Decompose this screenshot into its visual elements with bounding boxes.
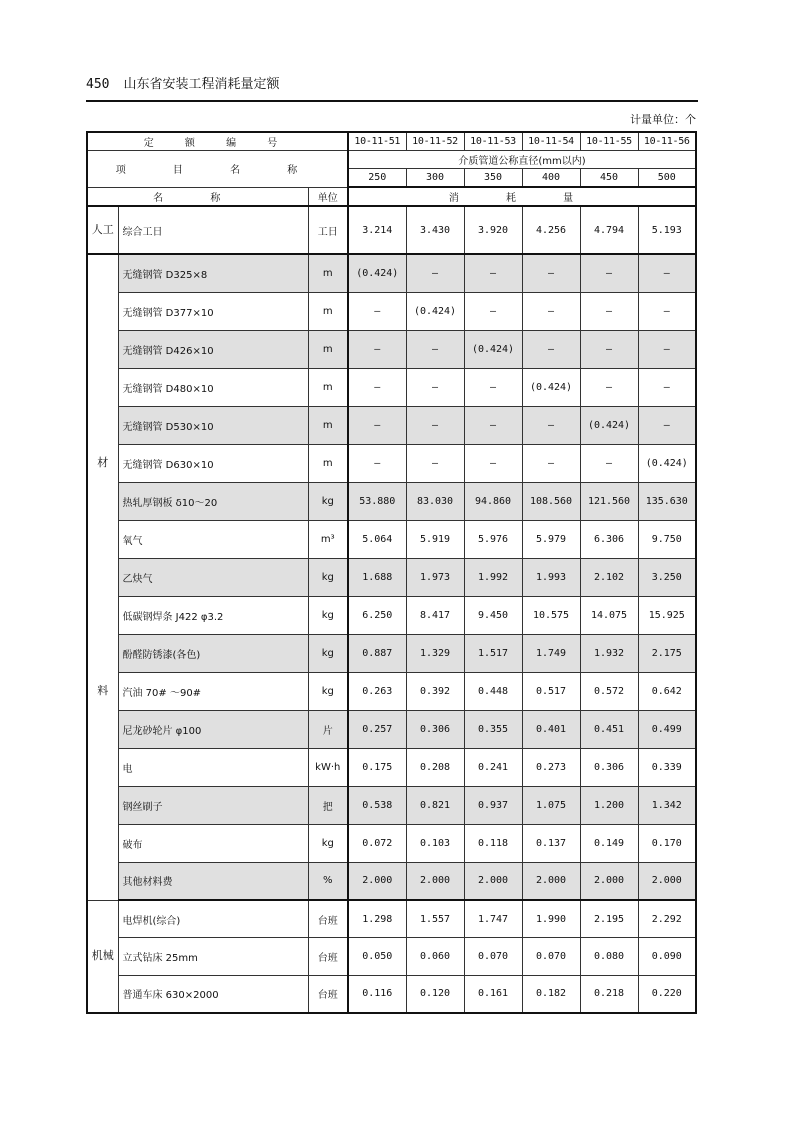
value-cell: 0.499 bbox=[638, 710, 696, 748]
section-label-part: 料 bbox=[97, 684, 109, 698]
value-cell: 1.517 bbox=[464, 634, 522, 672]
value-cell: 1.557 bbox=[406, 900, 464, 938]
item-name: 酚醛防锈漆(各色) bbox=[118, 634, 308, 672]
value-cell: 0.937 bbox=[464, 786, 522, 824]
value-cell: 5.976 bbox=[464, 520, 522, 558]
value-cell: 0.070 bbox=[464, 938, 522, 976]
item-unit: kg bbox=[308, 558, 348, 596]
value-cell: 1.993 bbox=[522, 558, 580, 596]
value-cell: 5.193 bbox=[638, 206, 696, 254]
value-cell: 0.118 bbox=[464, 824, 522, 862]
item-name: 无缝钢管 D377×10 bbox=[118, 292, 308, 330]
value-cell: 9.450 bbox=[464, 596, 522, 634]
table-row bbox=[87, 672, 696, 710]
value-cell: 0.161 bbox=[464, 975, 522, 1013]
item-unit: 工日 bbox=[308, 206, 348, 254]
table-row bbox=[87, 368, 696, 406]
value-cell: 0.392 bbox=[406, 672, 464, 710]
value-cell: 0.821 bbox=[406, 786, 464, 824]
value-cell: 0.149 bbox=[580, 824, 638, 862]
unit-note: 计量单位：个 bbox=[630, 113, 696, 126]
table-row bbox=[87, 634, 696, 672]
quota-number-label: 定 额 编 号 bbox=[87, 132, 348, 151]
value-cell: 1.329 bbox=[406, 634, 464, 672]
item-name: 电焊机(综合) bbox=[118, 900, 308, 938]
quota-code: 10-11-54 bbox=[522, 132, 580, 151]
value-cell: 4.794 bbox=[580, 206, 638, 254]
value-cell: 9.750 bbox=[638, 520, 696, 558]
value-cell: 5.979 bbox=[522, 520, 580, 558]
value-cell: 2.000 bbox=[638, 862, 696, 900]
value-cell: — bbox=[406, 444, 464, 482]
item-name-label: 项 目 名 称 bbox=[87, 151, 348, 188]
value-cell: 5.064 bbox=[348, 520, 406, 558]
book-title: 山东省安装工程消耗量定额 bbox=[123, 77, 280, 92]
value-cell: 3.250 bbox=[638, 558, 696, 596]
section-label-part: 材 bbox=[97, 456, 109, 470]
value-cell: 0.241 bbox=[464, 748, 522, 786]
item-name: 无缝钢管 D426×10 bbox=[118, 330, 308, 368]
value-cell: — bbox=[638, 406, 696, 444]
item-name: 其他材料费 bbox=[118, 862, 308, 900]
value-cell: 0.517 bbox=[522, 672, 580, 710]
value-cell: 0.090 bbox=[638, 938, 696, 976]
value-cell: 0.642 bbox=[638, 672, 696, 710]
value-cell: — bbox=[406, 330, 464, 368]
table-row bbox=[87, 748, 696, 786]
value-cell: 0.120 bbox=[406, 975, 464, 1013]
table-row bbox=[87, 292, 696, 330]
value-cell: 14.075 bbox=[580, 596, 638, 634]
item-name: 综合工日 bbox=[118, 206, 308, 254]
spec-header: 介质管道公称直径(mm以内) bbox=[348, 151, 696, 169]
item-name: 钢丝刷子 bbox=[118, 786, 308, 824]
value-cell: 135.630 bbox=[638, 482, 696, 520]
value-cell: 0.070 bbox=[522, 938, 580, 976]
item-unit: kg bbox=[308, 596, 348, 634]
value-cell: 121.560 bbox=[580, 482, 638, 520]
value-cell: 8.417 bbox=[406, 596, 464, 634]
table-row bbox=[87, 558, 696, 596]
diameter-cell: 450 bbox=[580, 169, 638, 188]
value-cell: — bbox=[348, 406, 406, 444]
table-row bbox=[87, 900, 696, 938]
item-name: 低碳钢焊条 J422 φ3.2 bbox=[118, 596, 308, 634]
item-unit: 台班 bbox=[308, 975, 348, 1013]
value-cell: 3.430 bbox=[406, 206, 464, 254]
value-cell: 0.116 bbox=[348, 975, 406, 1013]
spec-header-row bbox=[87, 151, 696, 169]
header-rule bbox=[86, 100, 698, 102]
quota-code: 10-11-52 bbox=[406, 132, 464, 151]
table-row bbox=[87, 975, 696, 1013]
value-cell: 2.000 bbox=[522, 862, 580, 900]
item-unit: 台班 bbox=[308, 938, 348, 976]
value-cell: — bbox=[464, 254, 522, 292]
value-cell: 1.749 bbox=[522, 634, 580, 672]
value-cell: — bbox=[348, 330, 406, 368]
value-cell: (0.424) bbox=[464, 330, 522, 368]
item-unit: % bbox=[308, 862, 348, 900]
item-name: 电 bbox=[118, 748, 308, 786]
value-cell: — bbox=[580, 254, 638, 292]
value-cell: 0.072 bbox=[348, 824, 406, 862]
value-cell: 2.292 bbox=[638, 900, 696, 938]
value-cell: — bbox=[638, 330, 696, 368]
value-cell: — bbox=[406, 254, 464, 292]
item-unit: kg bbox=[308, 824, 348, 862]
value-cell: 15.925 bbox=[638, 596, 696, 634]
table-row bbox=[87, 862, 696, 900]
value-cell: 1.075 bbox=[522, 786, 580, 824]
item-unit: kg bbox=[308, 634, 348, 672]
value-cell: 0.060 bbox=[406, 938, 464, 976]
value-cell: 0.273 bbox=[522, 748, 580, 786]
value-cell: 10.575 bbox=[522, 596, 580, 634]
section-label: 机械 bbox=[87, 900, 118, 1013]
value-cell: 0.175 bbox=[348, 748, 406, 786]
item-name: 立式钻床 25mm bbox=[118, 938, 308, 976]
item-unit: m bbox=[308, 406, 348, 444]
item-unit: kW·h bbox=[308, 748, 348, 786]
value-cell: 108.560 bbox=[522, 482, 580, 520]
value-cell: 0.401 bbox=[522, 710, 580, 748]
table-row bbox=[87, 710, 696, 748]
quota-code: 10-11-55 bbox=[580, 132, 638, 151]
item-unit: m bbox=[308, 292, 348, 330]
value-cell: 0.182 bbox=[522, 975, 580, 1013]
value-cell: 53.880 bbox=[348, 482, 406, 520]
value-cell: 6.306 bbox=[580, 520, 638, 558]
value-cell: 0.050 bbox=[348, 938, 406, 976]
consumption-label: 消 耗 量 bbox=[348, 187, 696, 206]
table-row bbox=[87, 254, 696, 292]
diameter-cell: 250 bbox=[348, 169, 406, 188]
value-cell: 0.448 bbox=[464, 672, 522, 710]
value-cell: — bbox=[348, 368, 406, 406]
value-cell: — bbox=[522, 444, 580, 482]
item-name: 热轧厚钢板 δ10～20 bbox=[118, 482, 308, 520]
item-unit: 台班 bbox=[308, 900, 348, 938]
column-label-row bbox=[87, 187, 696, 206]
section-label: 人工 bbox=[87, 206, 118, 254]
value-cell: (0.424) bbox=[348, 254, 406, 292]
value-cell: 0.257 bbox=[348, 710, 406, 748]
item-unit: kg bbox=[308, 482, 348, 520]
value-cell: 2.175 bbox=[638, 634, 696, 672]
item-unit: m bbox=[308, 444, 348, 482]
value-cell: — bbox=[464, 368, 522, 406]
value-cell: — bbox=[638, 292, 696, 330]
value-cell: — bbox=[464, 406, 522, 444]
page-header bbox=[86, 74, 698, 96]
table-row bbox=[87, 786, 696, 824]
quota-code: 10-11-53 bbox=[464, 132, 522, 151]
value-cell: 0.208 bbox=[406, 748, 464, 786]
value-cell: (0.424) bbox=[638, 444, 696, 482]
value-cell: 0.538 bbox=[348, 786, 406, 824]
item-name: 无缝钢管 D530×10 bbox=[118, 406, 308, 444]
value-cell: 0.887 bbox=[348, 634, 406, 672]
diameter-cell: 350 bbox=[464, 169, 522, 188]
section-label bbox=[87, 254, 118, 900]
value-cell: 1.688 bbox=[348, 558, 406, 596]
item-unit: m bbox=[308, 254, 348, 292]
value-cell: 2.000 bbox=[580, 862, 638, 900]
value-cell: 2.102 bbox=[580, 558, 638, 596]
value-cell: — bbox=[522, 330, 580, 368]
value-cell: 3.920 bbox=[464, 206, 522, 254]
value-cell: — bbox=[580, 444, 638, 482]
value-cell: 1.298 bbox=[348, 900, 406, 938]
item-unit: 片 bbox=[308, 710, 348, 748]
item-name: 氧气 bbox=[118, 520, 308, 558]
item-name: 汽油 70# ～90# bbox=[118, 672, 308, 710]
table-row bbox=[87, 938, 696, 976]
table-row bbox=[87, 596, 696, 634]
value-cell: 0.220 bbox=[638, 975, 696, 1013]
value-cell: — bbox=[580, 330, 638, 368]
value-cell: 5.919 bbox=[406, 520, 464, 558]
value-cell: 0.355 bbox=[464, 710, 522, 748]
table-row bbox=[87, 330, 696, 368]
value-cell: 0.218 bbox=[580, 975, 638, 1013]
value-cell: 0.451 bbox=[580, 710, 638, 748]
item-name: 无缝钢管 D325×8 bbox=[118, 254, 308, 292]
value-cell: 3.214 bbox=[348, 206, 406, 254]
item-name: 破布 bbox=[118, 824, 308, 862]
value-cell: (0.424) bbox=[580, 406, 638, 444]
value-cell: 83.030 bbox=[406, 482, 464, 520]
value-cell: — bbox=[522, 406, 580, 444]
value-cell: — bbox=[464, 444, 522, 482]
value-cell: 1.747 bbox=[464, 900, 522, 938]
diameter-cell: 300 bbox=[406, 169, 464, 188]
item-unit: m bbox=[308, 368, 348, 406]
value-cell: 0.263 bbox=[348, 672, 406, 710]
item-unit: m³ bbox=[308, 520, 348, 558]
quota-code: 10-11-56 bbox=[638, 132, 696, 151]
value-cell: — bbox=[348, 444, 406, 482]
item-unit: 把 bbox=[308, 786, 348, 824]
value-cell: — bbox=[522, 292, 580, 330]
value-cell: 0.306 bbox=[406, 710, 464, 748]
value-cell: 2.000 bbox=[406, 862, 464, 900]
value-cell: 0.170 bbox=[638, 824, 696, 862]
value-cell: (0.424) bbox=[406, 292, 464, 330]
name-label: 名 称 bbox=[87, 187, 308, 206]
table-row bbox=[87, 444, 696, 482]
table-row bbox=[87, 406, 696, 444]
table-row bbox=[87, 824, 696, 862]
table-row bbox=[87, 206, 696, 254]
value-cell: — bbox=[464, 292, 522, 330]
value-cell: 1.200 bbox=[580, 786, 638, 824]
value-cell: 1.992 bbox=[464, 558, 522, 596]
value-cell: 1.342 bbox=[638, 786, 696, 824]
value-cell: 2.000 bbox=[464, 862, 522, 900]
value-cell: — bbox=[638, 368, 696, 406]
quota-table bbox=[86, 131, 697, 1014]
value-cell: 0.572 bbox=[580, 672, 638, 710]
value-cell: 94.860 bbox=[464, 482, 522, 520]
value-cell: 0.080 bbox=[580, 938, 638, 976]
value-cell: — bbox=[406, 406, 464, 444]
value-cell: — bbox=[406, 368, 464, 406]
item-name: 乙炔气 bbox=[118, 558, 308, 596]
value-cell: 0.137 bbox=[522, 824, 580, 862]
unit-label: 单位 bbox=[308, 187, 348, 206]
item-name: 无缝钢管 D480×10 bbox=[118, 368, 308, 406]
item-name: 普通车床 630×2000 bbox=[118, 975, 308, 1013]
table-row bbox=[87, 520, 696, 558]
quota-code: 10-11-51 bbox=[348, 132, 406, 151]
value-cell: — bbox=[580, 292, 638, 330]
page-number: 450 bbox=[86, 77, 110, 92]
value-cell: 0.306 bbox=[580, 748, 638, 786]
table-row bbox=[87, 482, 696, 520]
value-cell: — bbox=[348, 292, 406, 330]
value-cell: 1.990 bbox=[522, 900, 580, 938]
item-name: 尼龙砂轮片 φ100 bbox=[118, 710, 308, 748]
item-unit: kg bbox=[308, 672, 348, 710]
value-cell: 0.339 bbox=[638, 748, 696, 786]
value-cell: 6.250 bbox=[348, 596, 406, 634]
value-cell: (0.424) bbox=[522, 368, 580, 406]
value-cell: 1.932 bbox=[580, 634, 638, 672]
value-cell: 2.000 bbox=[348, 862, 406, 900]
value-cell: — bbox=[522, 254, 580, 292]
diameter-cell: 400 bbox=[522, 169, 580, 188]
value-cell: — bbox=[638, 254, 696, 292]
value-cell: 1.973 bbox=[406, 558, 464, 596]
value-cell: 4.256 bbox=[522, 206, 580, 254]
item-unit: m bbox=[308, 330, 348, 368]
diameter-cell: 500 bbox=[638, 169, 696, 188]
item-name: 无缝钢管 D630×10 bbox=[118, 444, 308, 482]
quota-number-row bbox=[87, 132, 696, 151]
value-cell: 2.195 bbox=[580, 900, 638, 938]
value-cell: 0.103 bbox=[406, 824, 464, 862]
value-cell: — bbox=[580, 368, 638, 406]
